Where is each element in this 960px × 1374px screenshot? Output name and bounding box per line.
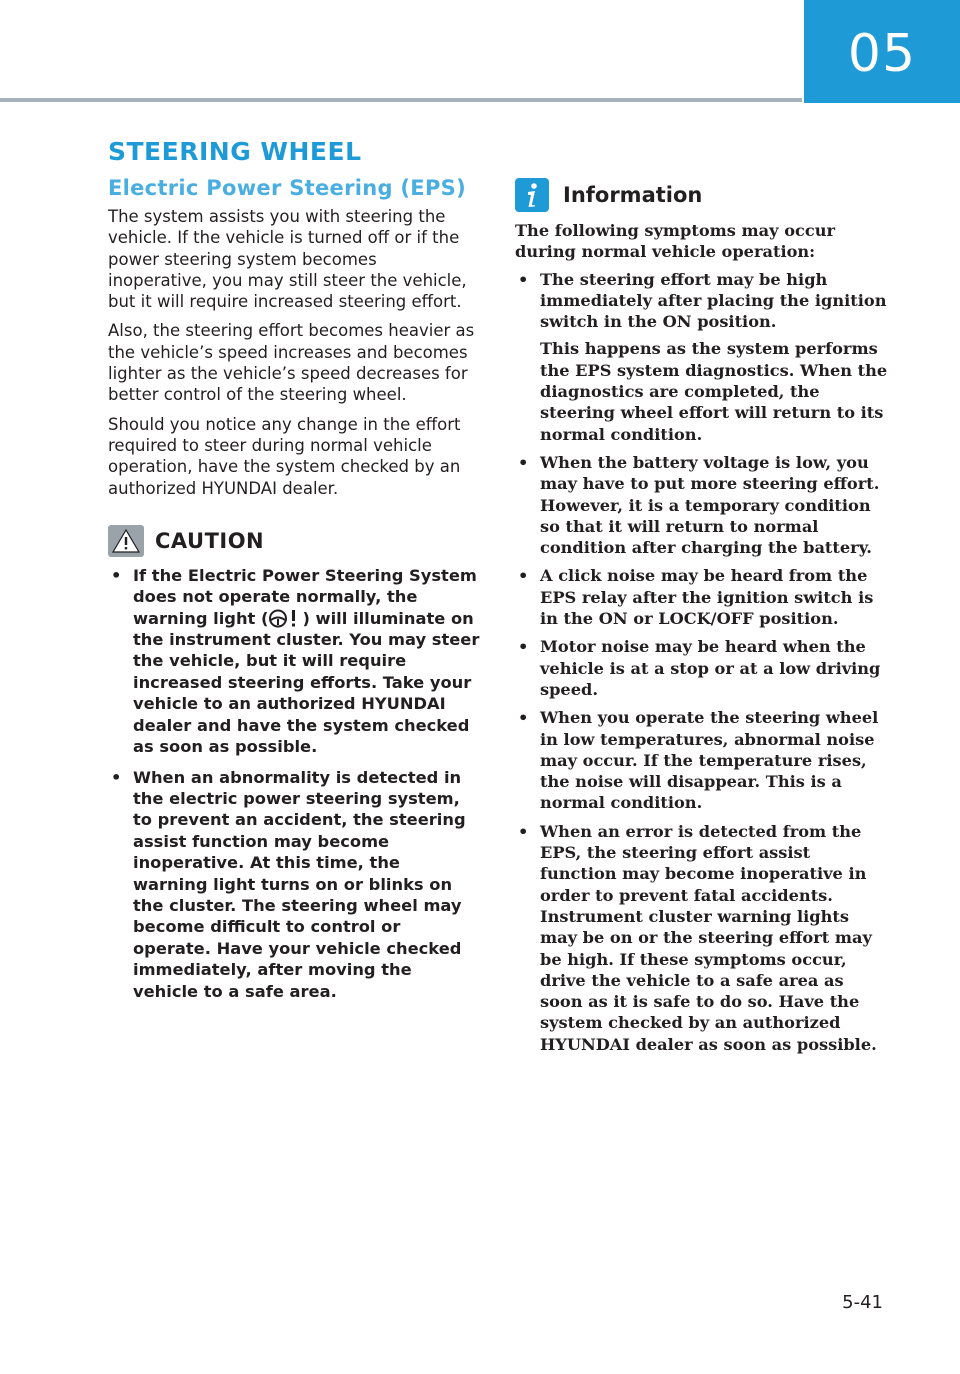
section-title: STEERING WHEEL	[108, 137, 362, 166]
information-title: Information	[563, 183, 703, 207]
information-item: • When the battery voltage is low, you may have to put more steering effort. However, it is a temporary condition so that it will return to normal condition after charging the battery.	[515, 452, 890, 558]
eps-paragraph-3: Should you notice any change in the effort required to steer during normal vehicle operation, have the system checked by an authorized HYUNDAI dealer.	[108, 414, 461, 498]
information-item	[515, 269, 890, 445]
caution-list	[108, 565, 480, 1002]
eps-title: Electric Power Steering (EPS)	[108, 176, 466, 200]
page-number: 5-41	[842, 1292, 883, 1313]
eps-paragraph-2: Also, the steering effort becomes heavier as the vehicle’s speed increases and becomes lighter as the vehicle’s speed decreases for better control of the steering wheel.	[108, 321, 475, 405]
chapter-tab	[804, 0, 960, 103]
information-list	[515, 269, 890, 1055]
info-icon	[515, 178, 549, 212]
information-item-subtext: This happens as the system performs the EPS system diagnostics. When the diagnostics are completed, the steering wheel effort will return to its normal condition.	[540, 339, 888, 444]
caution-item-1-before: If the Electric Power Steering System does not operate normally, the warning light (	[133, 565, 477, 628]
left-column	[108, 176, 480, 1011]
information-item-text: The steering effort may be high immediately after placing the ignition switch in the ON position.	[540, 269, 887, 332]
caution-title: CAUTION	[155, 528, 265, 553]
information-item: • When you operate the steering wheel in low temperatures, abnormal noise may occur. If the temperature rises, the noise will disappear. This is a normal condition.	[515, 707, 890, 813]
information-item: • A click noise may be heard from the EPS relay after the ignition switch is in the ON or LOCK/OFF position.	[515, 565, 890, 629]
information-item: • When an error is detected from the EPS, the steering effort assist function may become inoperative in order to prevent fatal accidents. Instrument cluster warning lights may be on or the steering effort may be high. If these symptoms occur, drive the vehicle to a safe area as soon as it is safe to do so. Have the system checked by an authorized HYUNDAI dealer as soon as possible.	[515, 821, 890, 1055]
information-header	[515, 178, 890, 212]
warning-triangle-icon	[108, 525, 144, 557]
steering-warning-icon	[268, 609, 302, 628]
information-intro: The following symptoms may occur during normal vehicle operation:	[515, 221, 835, 262]
eps-paragraph-1: The system assists you with steering the vehicle. If the vehicle is turned off or if the power steering system becomes inoperative, you may still steer the vehicle, but it will require increased steering effort.	[108, 207, 467, 312]
header-rule	[0, 98, 802, 102]
caution-item-1-after: ) will illuminate on the instrument cluster. You may steer the vehicle, but it will require increased steering efforts. Take your vehicle to an authorized HYUNDAI dealer and have the system checked as soon as possible.	[133, 608, 480, 757]
right-column	[515, 178, 890, 1062]
caution-item	[108, 565, 480, 758]
information-item: • Motor noise may be heard when the vehicle is at a stop or at a low driving speed.	[515, 636, 890, 700]
caution-item: • When an abnormality is detected in the electric power steering system, to prevent an accident, the steering assist function may become inoperative. At this time, the warning light turns on or blinks on the cluster. The steering wheel may become difficult to control or operate. Have your vehicle checked immediately, after moving the vehicle to a safe area.	[108, 767, 480, 1002]
caution-header	[108, 525, 480, 557]
chapter-number: 05	[847, 23, 917, 84]
